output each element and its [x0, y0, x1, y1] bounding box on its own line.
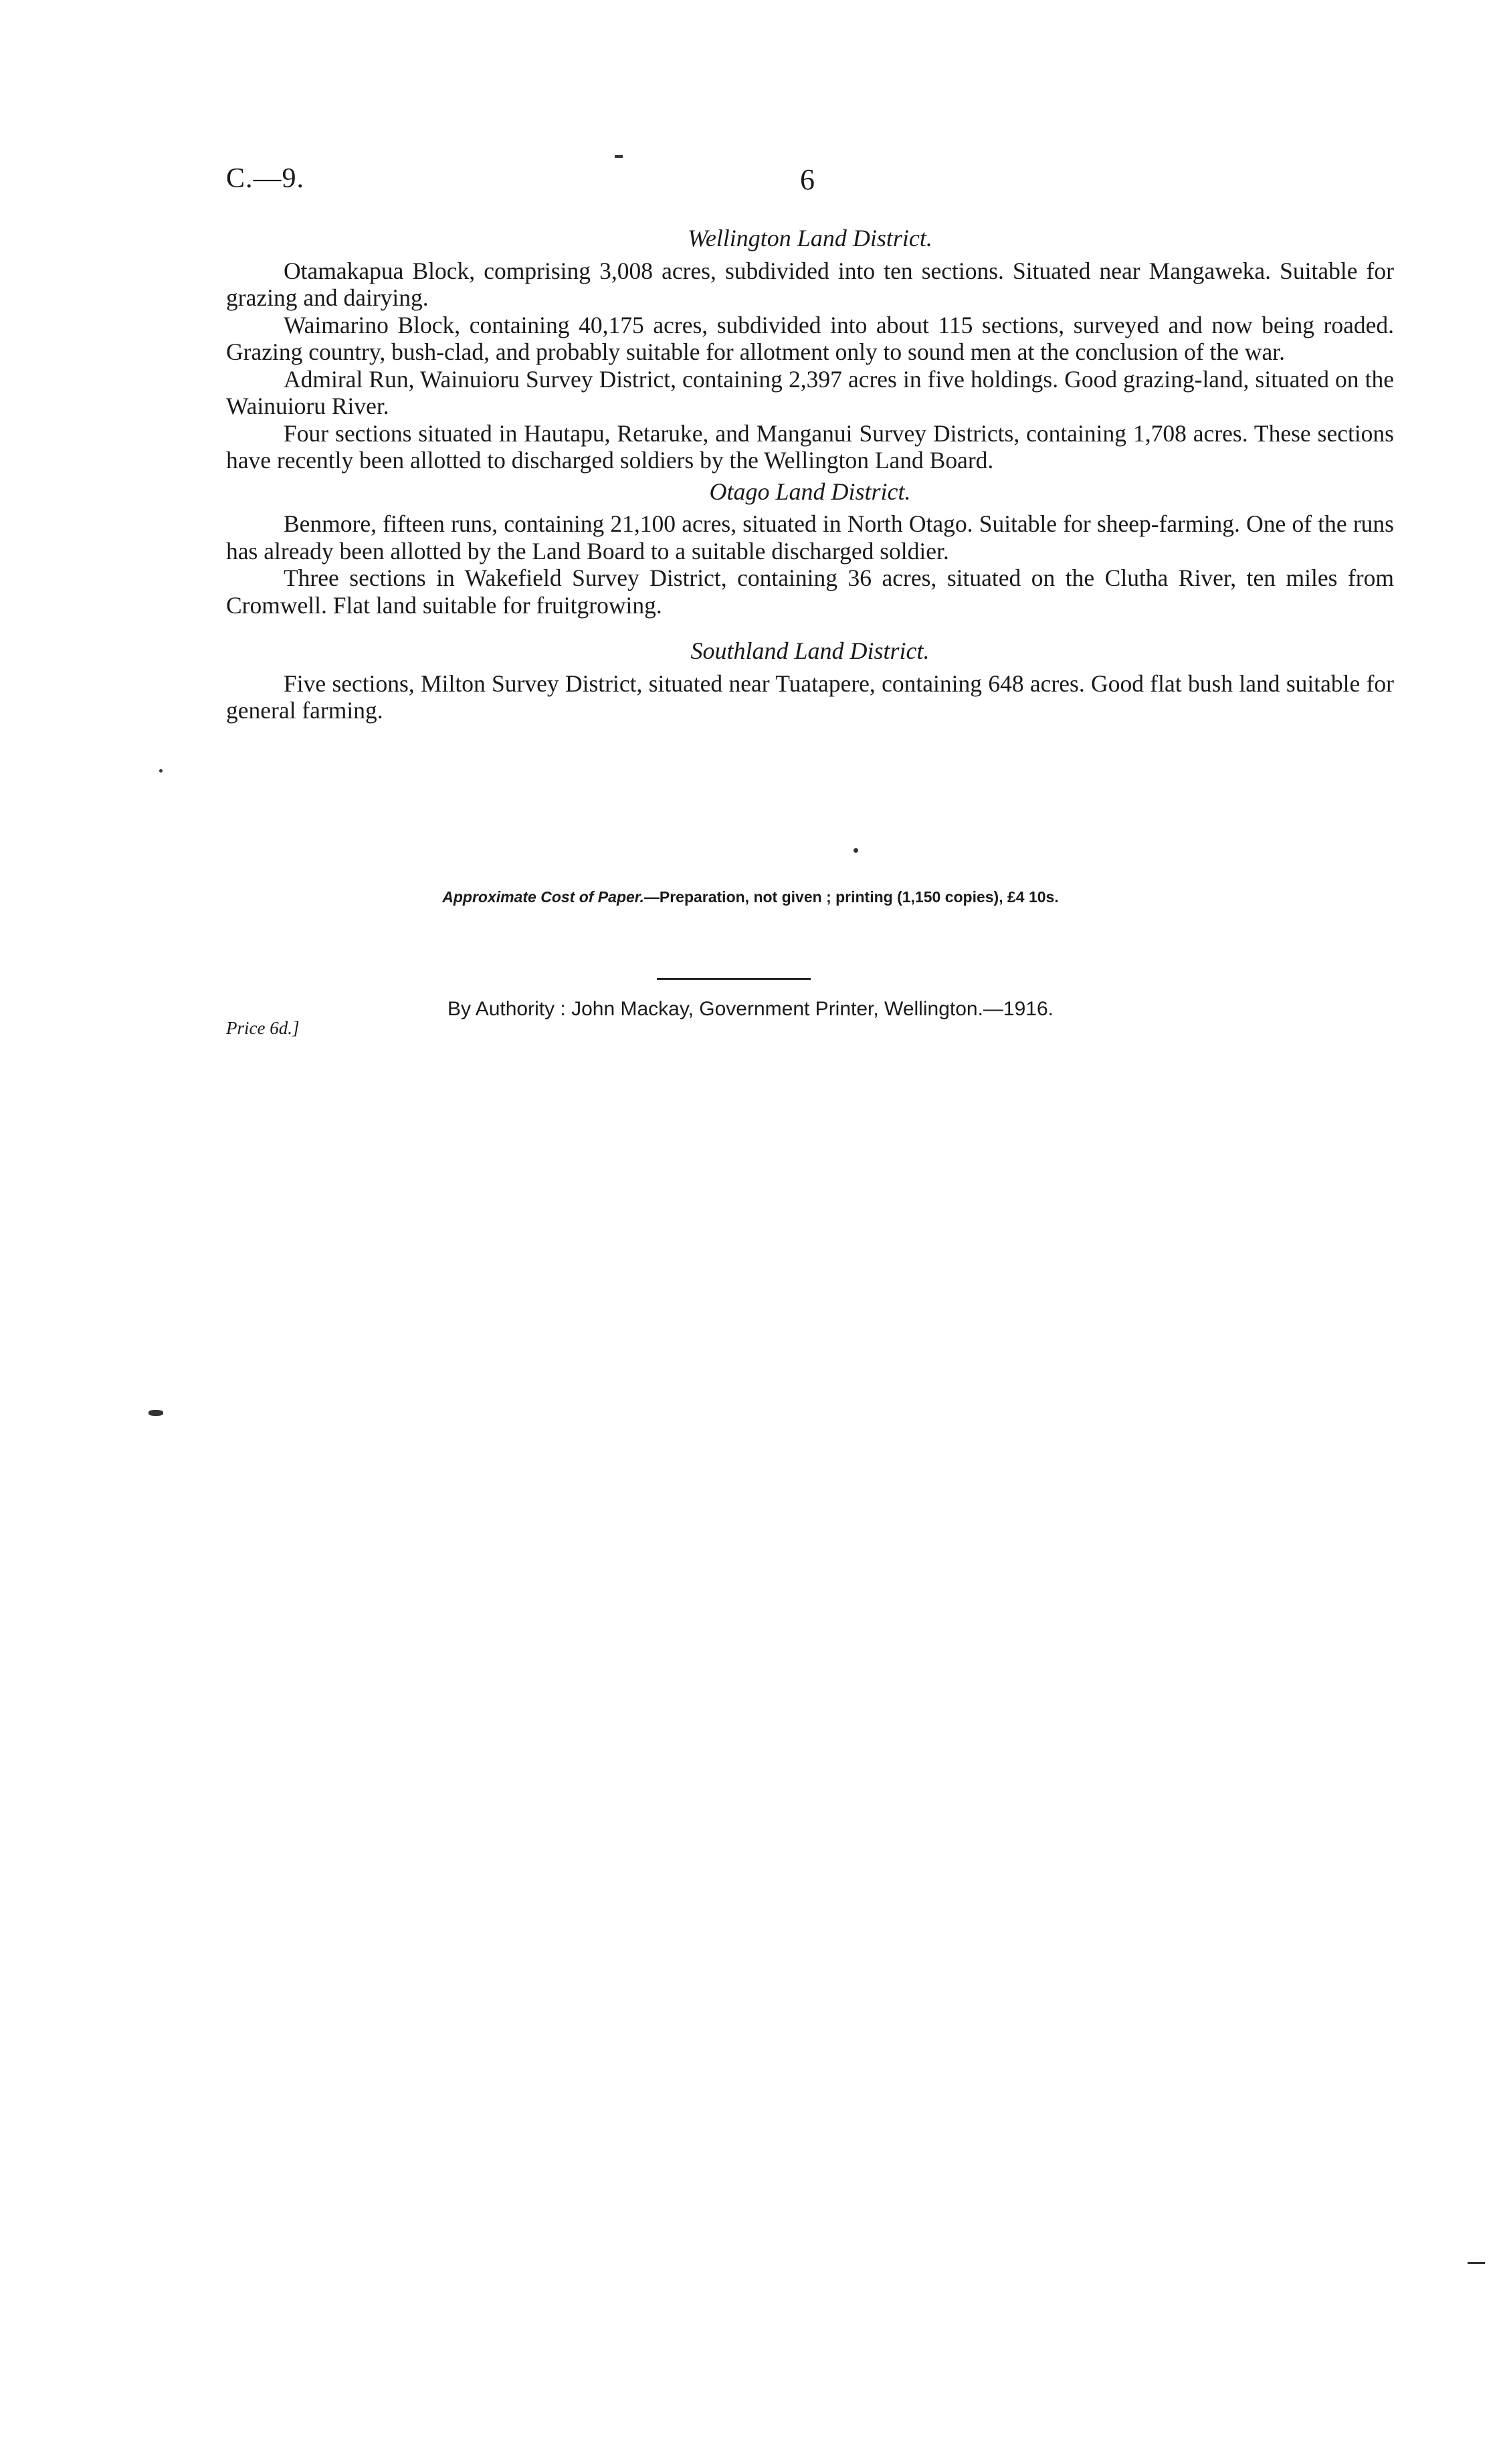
section-heading-otago: Otago Land District.: [709, 478, 911, 505]
cost-of-paper-note: [0, 888, 1501, 906]
paragraph-milton: Five sections, Milton Survey District, situated near Tuatapere, containing 648 acres. Good flat bush land suitable for general farming.: [226, 670, 1394, 724]
paragraph-admiral-run: Admiral Run, Wainuioru Survey District, containing 2,397 acres in five holdings. Good grazing-land, situated on the Wainuioru River.: [226, 365, 1394, 419]
section-heading-wellington: Wellington Land District.: [688, 225, 932, 251]
paragraph-otamakapua: Otamakapua Block, comprising 3,008 acres, subdivided into ten sections. Situated near Mangaweka. Suitable for grazing and dairying.: [226, 257, 1394, 311]
footer-rule: [657, 978, 811, 980]
scan-speck: [1468, 2262, 1485, 2264]
price-label: Price 6d.]: [226, 1018, 300, 1038]
section-heading-southland: Southland Land District.: [690, 637, 930, 664]
page-number: 6: [800, 163, 815, 196]
paragraph-four-sections: Four sections situated in Hautapu, Retaruke, and Manganui Survey Districts, containing 1,708 acres. These sections have recently been allotted to discharged soldiers by the Wellington Land Board.: [226, 419, 1394, 474]
document-reference: C.—9.: [226, 163, 305, 194]
printer-imprint: By Authority : John Mackay, Government Printer, Wellington.—1916.: [447, 998, 1054, 1020]
document-body: [226, 221, 1394, 724]
scan-speck: [148, 1410, 163, 1416]
cost-of-paper-label: Approximate Cost of Paper.: [442, 888, 644, 906]
paragraph-wakefield: Three sections in Wakefield Survey District, containing 36 acres, situated on the Clutha River, ten miles from Cromwell. Flat land suitable for fruitgrowing.: [226, 564, 1394, 619]
cost-of-paper-details: —Preparation, not given ; printing (1,150 copies), £4 10s.: [643, 888, 1059, 906]
scan-speck: [854, 848, 858, 853]
paragraph-waimarino: Waimarino Block, containing 40,175 acres, subdivided into about 115 sections, surveyed and now being roaded. Grazing country, bush-clad, and probably suitable for allotment only to sound men at the conclusion of the war.: [226, 311, 1394, 365]
paragraph-benmore: Benmore, fifteen runs, containing 21,100 acres, situated in North Otago. Suitable for sheep-farming. One of the runs has already been allotted by the Land Board to a suitable discharged soldier.: [226, 510, 1394, 564]
scan-speck: [159, 769, 163, 773]
scan-speck: [615, 155, 623, 158]
